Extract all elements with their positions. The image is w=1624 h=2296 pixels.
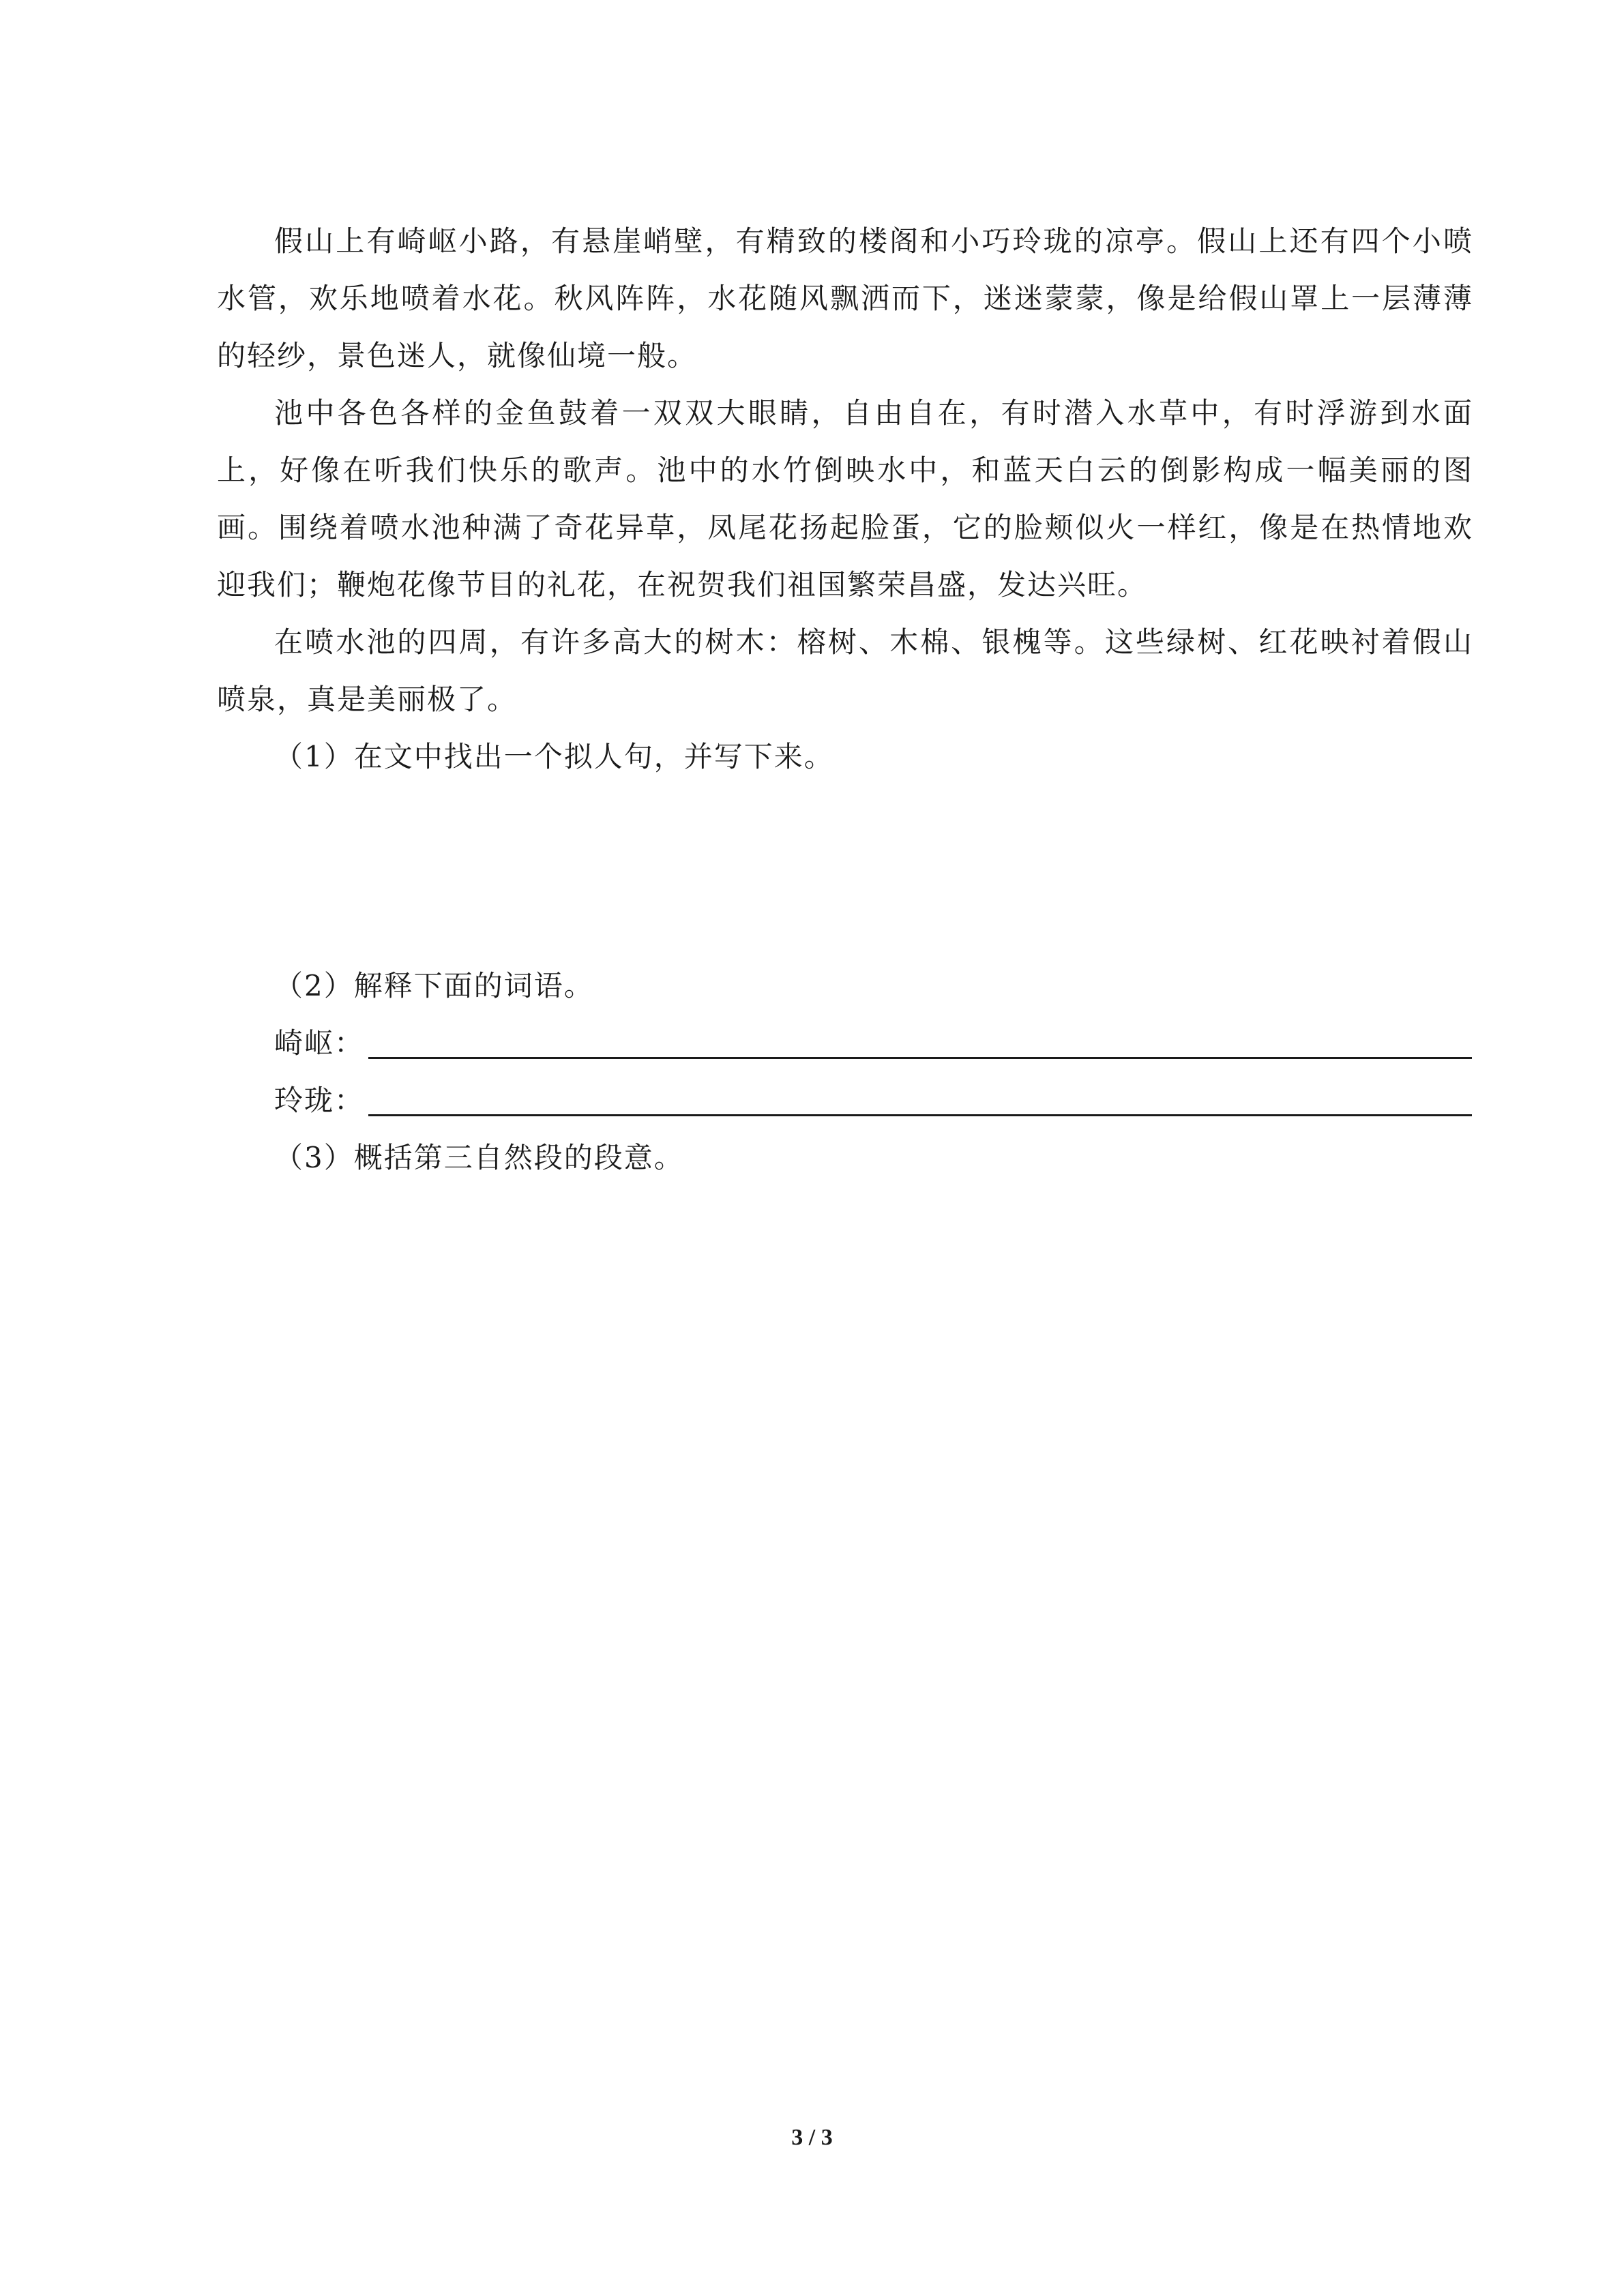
answer-line-linglong[interactable] [368, 1072, 1472, 1116]
paragraph-1: 假山上有崎岖小路，有悬崖峭壁，有精致的楼阁和小巧玲珑的凉亭。假山上还有四个小喷水管，欢乐地喷着水花。秋风阵阵，水花随风飘洒而下，迷迷蒙蒙，像是给假山罩上一层薄薄的轻纱，景色迷人，就像仙境一般。 [217, 224, 1473, 372]
question-1: （1）在文中找出一个拟人句，并写下来。 [274, 740, 834, 773]
term-label-qiqu: 崎岖： [274, 1026, 365, 1060]
question-3: （3）概括第三自然段的段意。 [274, 1141, 684, 1174]
question-2: （2）解释下面的词语。 [274, 969, 594, 1002]
paragraph-3: 在喷水池的四周，有许多高大的树木：榕树、木棉、银槐等。这些绿树、红花映衬着假山喷泉，真是美丽极了。 [217, 625, 1473, 716]
worksheet-content [217, 213, 1473, 1187]
term-row-linglong[interactable] [217, 1072, 1473, 1129]
answer-line-qiqu[interactable] [368, 1015, 1472, 1059]
term-row-qiqu[interactable] [217, 1015, 1473, 1072]
term-label-linglong: 玲珑： [274, 1084, 365, 1117]
paragraph-2: 池中各色各样的金鱼鼓着一双双大眼睛，自由自在，有时潜入水草中，有时浮游到水面上，好像在听我们快乐的歌声。池中的水竹倒映水中，和蓝天白云的倒影构成一幅美丽的图画。围绕着喷水池种满了奇花异草，凤尾花扬起脸蛋，它的脸颊似火一样红，像是在热情地欢迎我们；鞭炮花像节目的礼花，在祝贺我们祖国繁荣昌盛，发达兴旺。 [217, 396, 1473, 601]
page-number: 3 / 3 [791, 2125, 833, 2150]
